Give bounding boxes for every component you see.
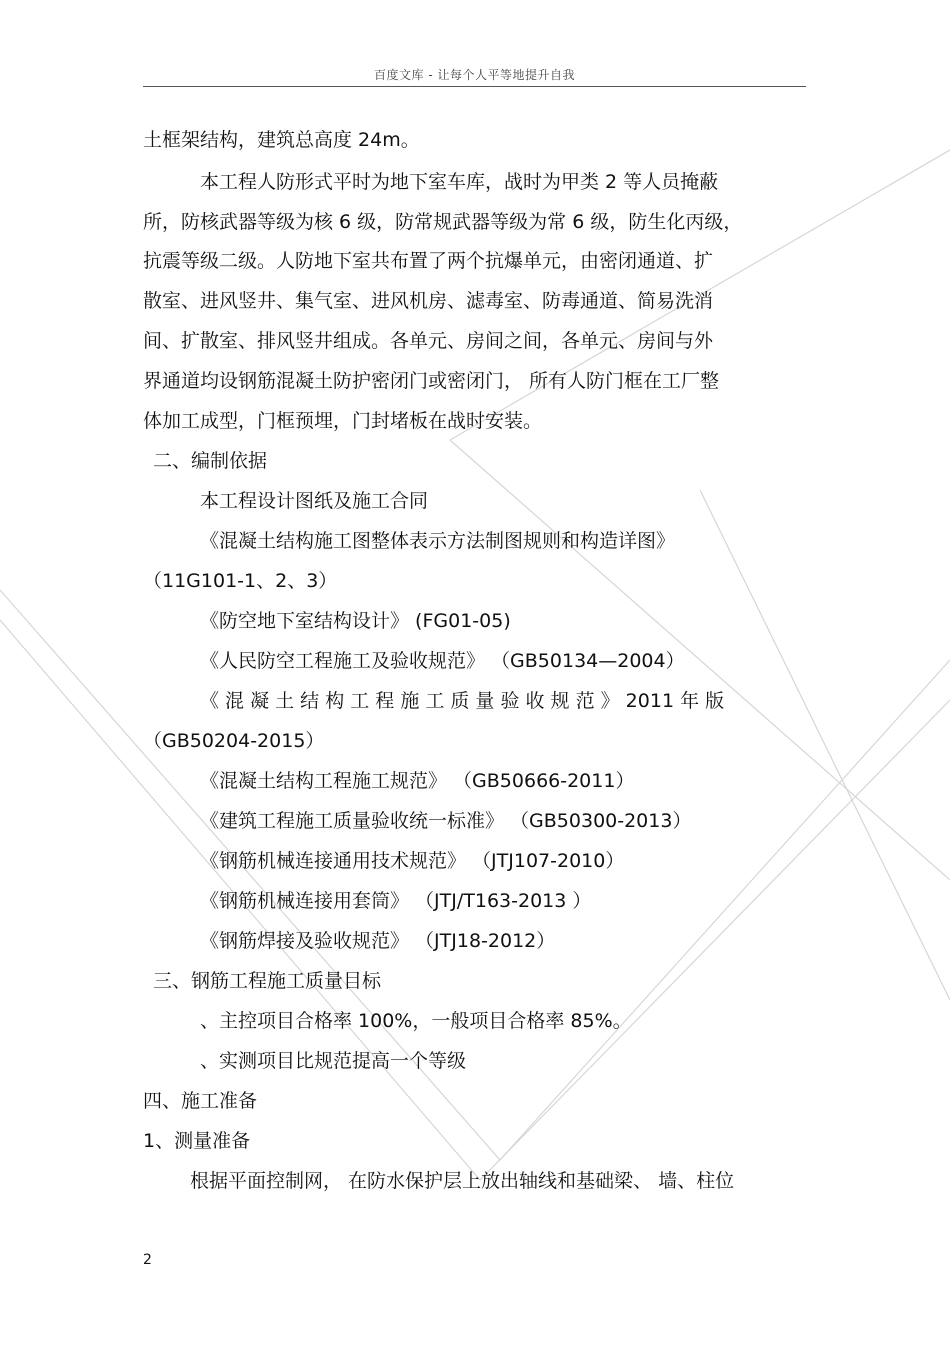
reference-item: 《钢筋机械连接通用技术规范》 （JTJ107-2010） xyxy=(200,850,625,872)
page-header: 百度文库 - 让每个人平等地提升自我 xyxy=(374,68,575,82)
header-divider xyxy=(143,86,806,87)
subsection-heading: 1、测量准备 xyxy=(143,1130,251,1152)
reference-item: 《防空地下室结构设计》 (FG01-05) xyxy=(200,610,511,632)
reference-item: （GB50204-2015） xyxy=(143,730,325,752)
page-number: 2 xyxy=(143,1252,152,1268)
reference-item: （11G101-1、2、3） xyxy=(143,570,338,592)
reference-item: 《钢筋焊接及验收规范》 （JTJ18-2012） xyxy=(200,930,556,952)
section-heading: 四、施工准备 xyxy=(143,1090,258,1112)
reference-item: 本工程设计图纸及施工合同 xyxy=(200,490,429,512)
reference-item: 《 混 凝 土 结 构 工 程 施 工 质 量 验 收 规 范 》 2011 年 版 xyxy=(200,690,725,712)
reference-item: 《混凝土结构施工图整体表示方法制图规则和构造详图》 xyxy=(200,530,676,552)
paragraph-line: 所，防核武器等级为核 6 级，防常规武器等级为常 6 级，防生化丙级， xyxy=(143,211,743,233)
reference-item: 《混凝土结构工程施工规范》 （GB50666-2011） xyxy=(200,770,635,792)
quality-target-item: 、实测项目比规范提高一个等级 xyxy=(200,1050,467,1072)
paragraph-line: 本工程人防形式平时为地下室车库，战时为甲类 2 等人员掩蔽 xyxy=(200,171,719,193)
paragraph-line: 根据平面控制网， 在防水保护层上放出轴线和基础梁、 墙、柱位 xyxy=(190,1170,735,1192)
paragraph-line: 体加工成型，门框预埋，门封堵板在战时安装。 xyxy=(143,410,543,432)
paragraph-line: 土框架结构，建筑总高度 24m。 xyxy=(143,129,420,151)
paragraph-line: 散室、进风竖井、集气室、进风机房、滤毒室、防毒通道、简易洗消 xyxy=(143,290,714,312)
paragraph-line: 界通道均设钢筋混凝土防护密闭门或密闭门， 所有人防门框在工厂整 xyxy=(143,370,720,392)
paragraph-line: 间、扩散室、排风竖井组成。各单元、房间之间，各单元、房间与外 xyxy=(143,330,714,352)
section-heading: 二、编制依据 xyxy=(153,450,268,472)
reference-item: 《建筑工程施工质量验收统一标准》 （GB50300-2013） xyxy=(200,810,692,832)
reference-item: 《人民防空工程施工及验收规范》 （GB50134—2004） xyxy=(200,650,685,672)
reference-item: 《钢筋机械连接用套筒》 （JTJ/T163-2013 ） xyxy=(200,890,592,912)
paragraph-line: 抗震等级二级。人防地下室共布置了两个抗爆单元，由密闭通道、扩 xyxy=(143,250,714,272)
section-heading: 三、钢筋工程施工质量目标 xyxy=(153,970,382,992)
quality-target-item: 、主控项目合格率 100%，一般项目合格率 85%。 xyxy=(200,1010,632,1032)
